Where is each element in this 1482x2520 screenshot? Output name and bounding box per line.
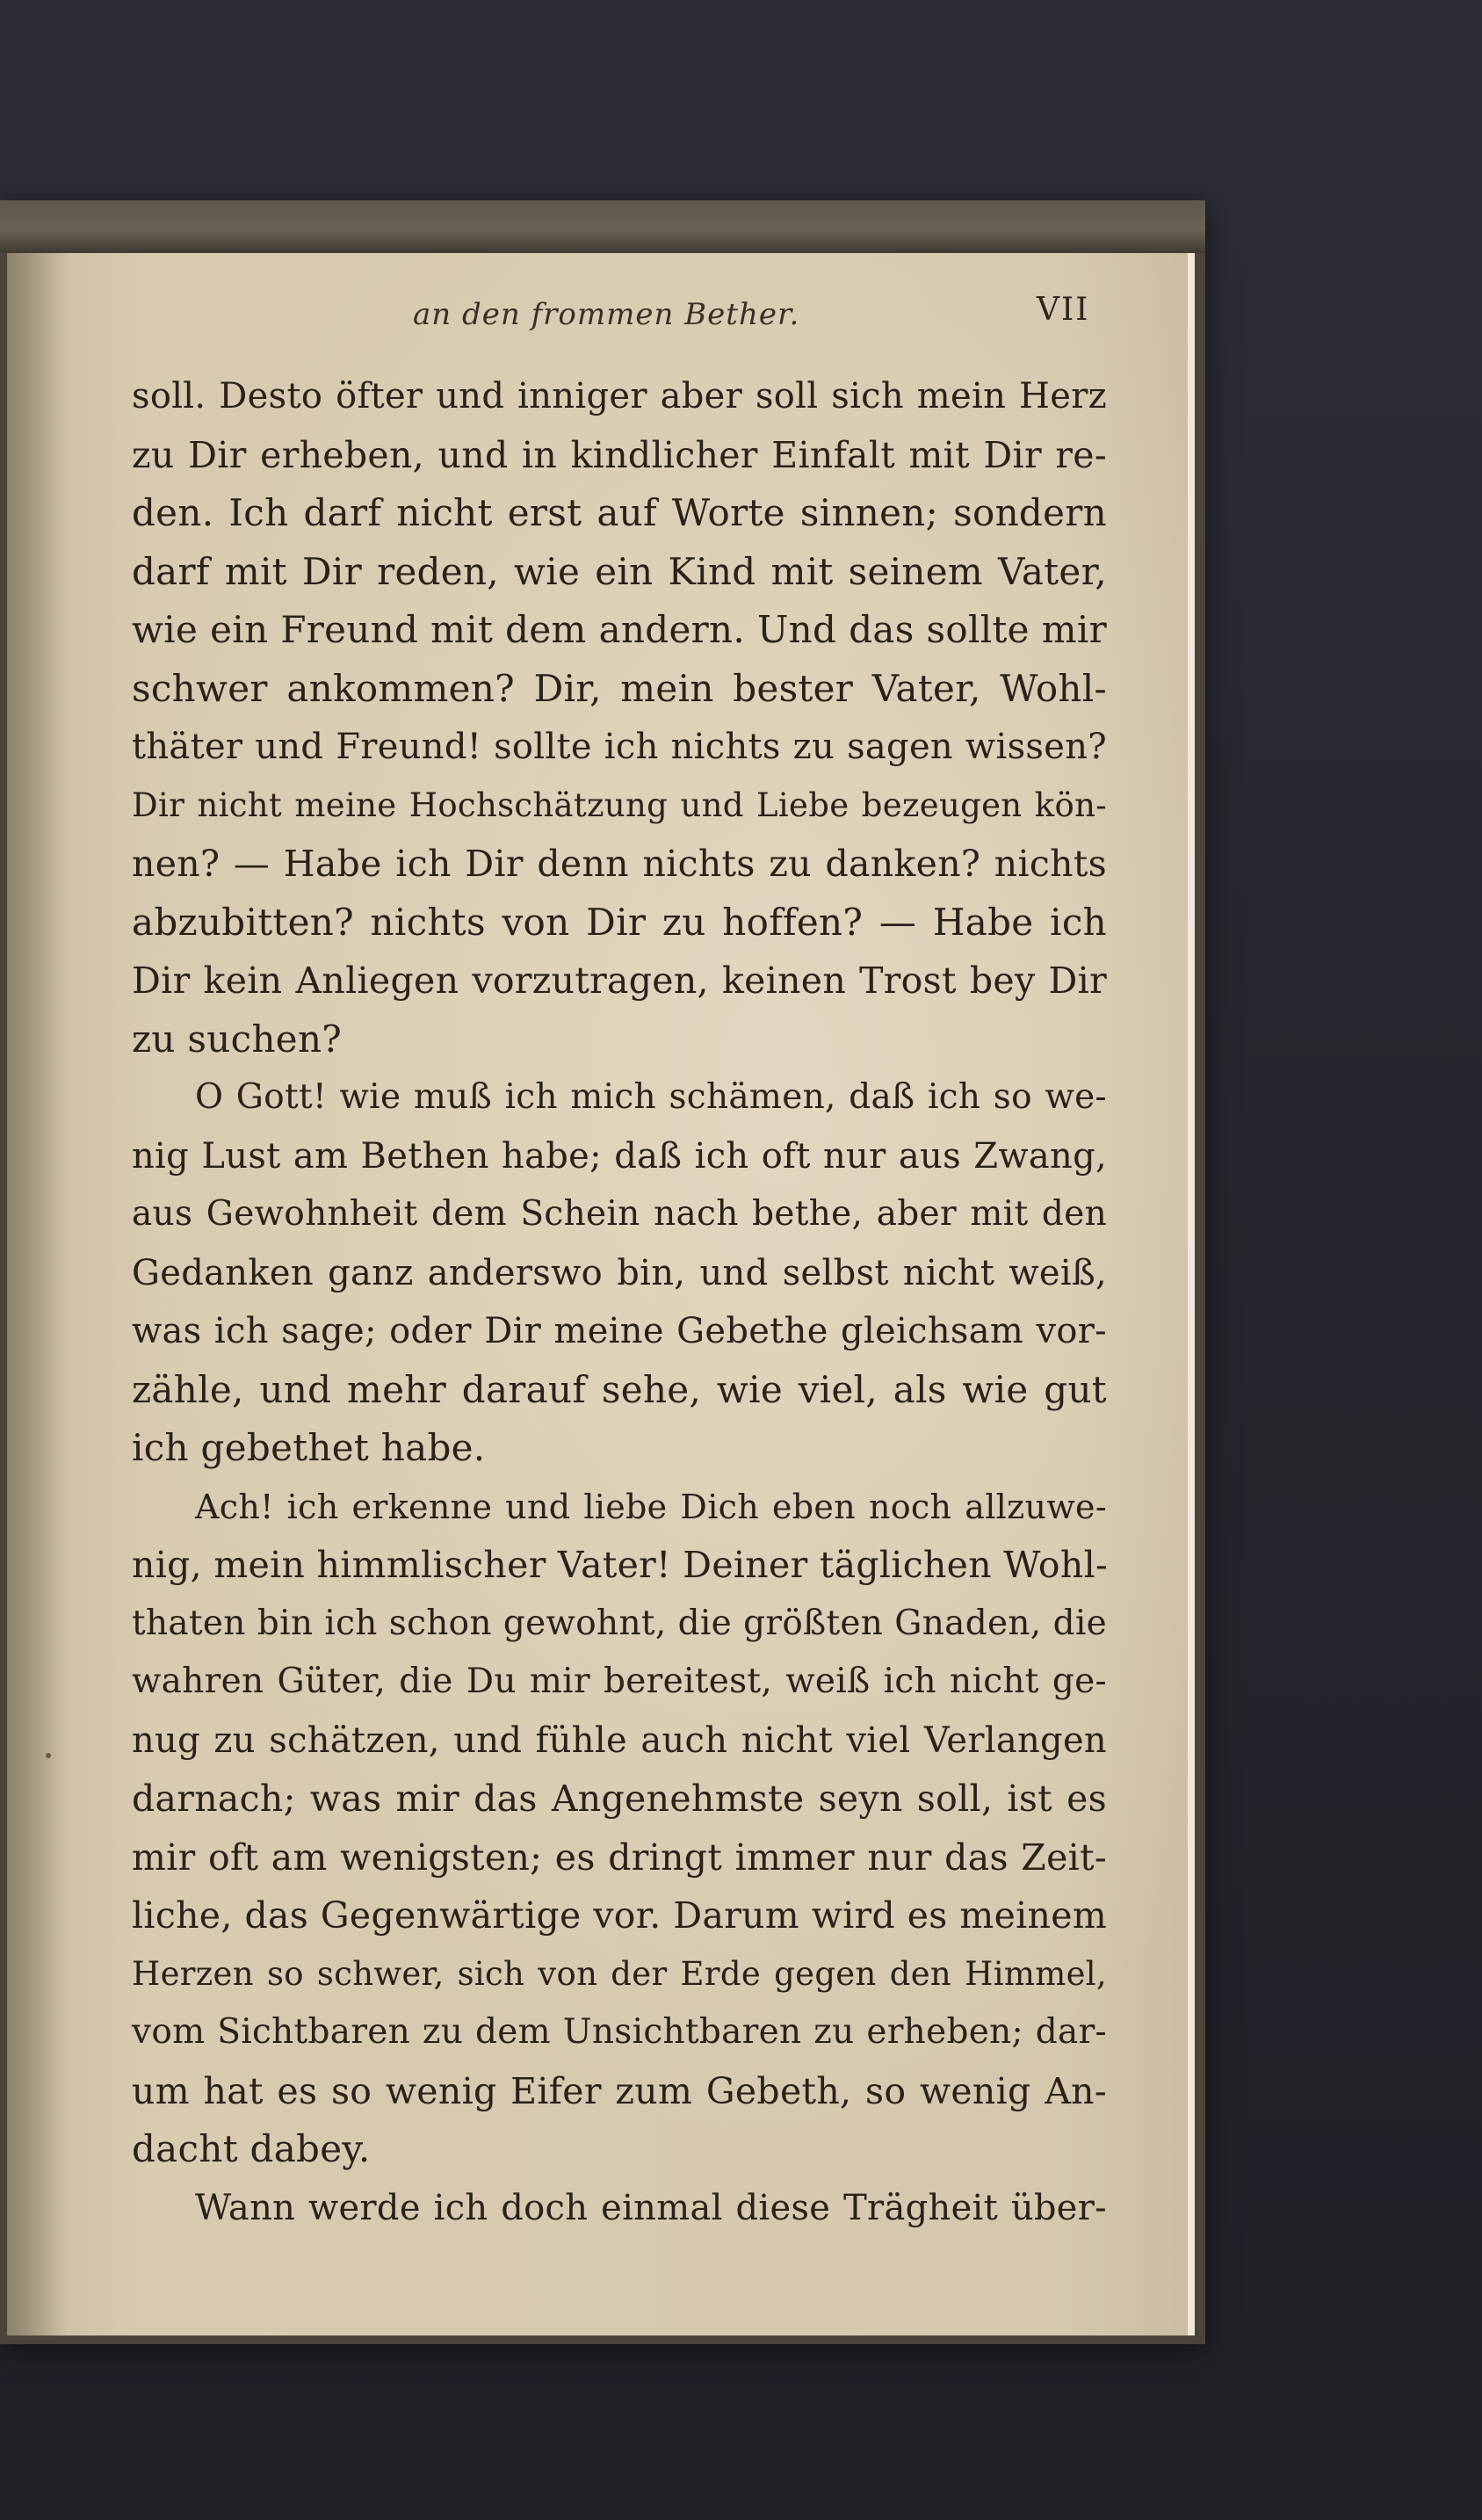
text-line: vom Sichtbaren zu dem Unsichtbaren zu erheben; dar- — [132, 2012, 1107, 2052]
text-line: Herzen so schwer, sich von der Erde gegen den Himmel, — [132, 1954, 1107, 1993]
text-line: thaten bin ich schon gewohnt, die größten Gnaden, die — [132, 1603, 1107, 1643]
text-line: zähle, und mehr darauf sehe, wie viel, als wie gut — [132, 1367, 1107, 1411]
body-text — [132, 367, 1107, 2237]
text-line: nug zu schätzen, und fühle auch nicht viel Verlangen — [132, 1720, 1107, 1761]
text-line: um hat es so wenig Eifer zum Gebeth, so wenig An- — [132, 2069, 1107, 2112]
text-line: darf mit Dir reden, wie ein Kind mit seinem Vater, — [132, 549, 1107, 593]
text-line: aus Gewohnheit dem Schein nach bethe, aber mit den — [132, 1194, 1107, 1234]
paragraph-end-line: dacht dabey. — [132, 2127, 371, 2170]
text-line: Dir nicht meine Hochschätzung und Liebe bezeugen kön- — [132, 786, 1107, 824]
paragraph-start-line: Wann werde ich doch einmal diese Trägheit über- — [195, 2187, 1107, 2228]
text-line: abzubitten? nichts von Dir zu hoffen? — Habe ich — [132, 900, 1107, 944]
running-head: an den frommen Bether. — [413, 297, 800, 332]
book-spine-edge — [0, 200, 1205, 253]
text-line: thäter und Freund! sollte ich nichts zu sagen wissen? — [132, 727, 1107, 767]
text-line: wie ein Freund mit dem andern. Und das sollte mir — [132, 608, 1107, 651]
text-line: wahren Güter, die Du mir bereitest, weiß ich nicht ge- — [132, 1662, 1107, 1701]
text-line: zu Dir erheben, und in kindlicher Einfalt mit Dir re- — [132, 433, 1107, 476]
text-line: nig Lust am Bethen habe; daß ich oft nur aus Zwang, — [132, 1135, 1107, 1177]
text-line: Gedanken ganz anderswo bin, und selbst nicht weiß, — [132, 1252, 1107, 1293]
paragraph-start-line: Ach! ich erkenne und liebe Dich eben noch allzuwe- — [195, 1487, 1107, 1526]
text-line: darnach; was mir das Angenehmste seyn soll, ist es — [132, 1778, 1107, 1820]
page-number: VII — [1037, 292, 1090, 328]
text-line: den. Ich darf nicht erst auf Worte sinnen; sondern — [132, 491, 1107, 534]
text-line: nig, mein himmlischer Vater! Deiner täglichen Wohl- — [132, 1544, 1109, 1586]
text-line: was ich sage; oder Dir meine Gebethe gleichsam vor- — [132, 1311, 1107, 1351]
text-line: Dir kein Anliegen vorzutragen, keinen Trost bey Dir — [132, 959, 1107, 1002]
text-line: soll. Desto öfter und inniger aber soll sich mein Herz — [132, 376, 1107, 416]
text-line: nen? — Habe ich Dir denn nichts zu danken? nichts — [132, 843, 1107, 885]
text-line: schwer ankommen? Dir, mein bester Vater, Wohl- — [132, 666, 1107, 710]
text-line: mir oft am wenigsten; es dringt immer nur das Zeit- — [132, 1836, 1107, 1879]
text-line: liche, das Gegenwärtige vor. Darum wird es meinem — [132, 1894, 1107, 1937]
paragraph-end-line: ich gebethet habe. — [132, 1426, 486, 1469]
page-gutter-shadow — [7, 253, 69, 2335]
paragraph-start-line: O Gott! wie muß ich mich schämen, daß ich so we- — [195, 1077, 1107, 1117]
paragraph-end-line: zu suchen? — [132, 1017, 343, 1061]
page-fore-edge — [1188, 253, 1195, 2335]
margin-mark — [46, 1753, 51, 1758]
